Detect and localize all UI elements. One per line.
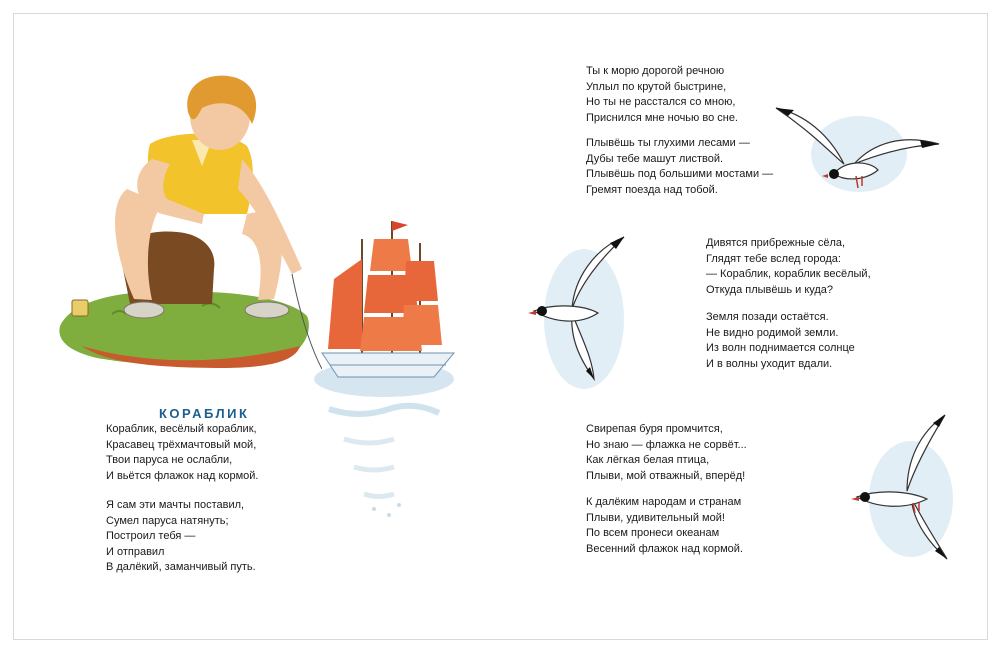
poem-title: КОРАБЛИК: [159, 406, 250, 421]
seagull-icon: [849, 409, 959, 569]
poem-line: Но знаю — флажка не сорвёт...: [586, 438, 747, 451]
stanza-7: [586, 422, 747, 484]
book-spread: [13, 13, 988, 640]
poem-line: По всем пронеси океанам: [586, 527, 720, 539]
poem-line: Я сам эти мачты поставил,: [106, 499, 245, 511]
poem-line: Из волн поднимается солнце: [706, 342, 855, 354]
poem-line: Твои паруса не ослабли,: [106, 454, 233, 466]
stanza-6: [706, 310, 855, 372]
poem-line: Красавец трёхмачтовый мой,: [106, 438, 257, 451]
poem-line: Но ты не расстался со мною,: [586, 96, 736, 108]
poem-line: И отправил: [106, 545, 165, 558]
seagull-icon: [524, 229, 644, 399]
poem-line: В далёкий, заманчивый путь.: [106, 561, 256, 573]
stanza-2: [106, 498, 256, 576]
poem-line: Кораблик, весёлый кораблик,: [106, 423, 257, 435]
poem-line: Земля позади остаётся.: [706, 311, 829, 323]
poem-line: Уплыл по крутой быстрине,: [586, 80, 727, 93]
stanza-3: [586, 64, 738, 126]
poem-line: Плыви, удивительный мой!: [586, 511, 725, 524]
poem-line: Глядят тебе вслед города:: [706, 252, 841, 265]
poem-line: К далёким народам и странам: [586, 496, 742, 508]
sailing-ship-illustration: [304, 209, 464, 529]
poem-line: Дивятся прибрежные сёла,: [706, 237, 846, 249]
poem-line: Гремят поезда над тобой.: [586, 183, 718, 196]
poem-line: Сумел паруса натянуть;: [106, 514, 229, 527]
stanza-4: [586, 136, 773, 198]
poem-line: Построил тебя —: [106, 530, 196, 542]
poem-line: Как лёгкая белая птица,: [586, 454, 710, 466]
seagull-icon: [774, 94, 944, 204]
poem-line: — Кораблик, кораблик весёлый,: [706, 268, 871, 280]
poem-line: Весенний флажок над кормой.: [586, 542, 743, 555]
poem-line: Приснился мне ночью во сне.: [586, 111, 738, 124]
stanza-1: [106, 422, 259, 484]
poem-line: Откуда плывёшь и куда?: [706, 283, 834, 296]
poem-line: Ты к морю дорогой речною: [586, 65, 725, 77]
poem-line: Не видно родимой земли.: [706, 326, 839, 339]
boy-on-island-illustration: [52, 64, 322, 369]
poem-line: Свирепая буря промчится,: [586, 423, 723, 435]
stanza-5: [706, 236, 871, 298]
poem-line: Плывёшь под большими мостами —: [586, 168, 774, 180]
poem-line: Дубы тебе машут листвой.: [586, 152, 724, 165]
poem-line: И вьётся флажок над кормой.: [106, 469, 259, 482]
poem-line: Плыви, мой отважный, вперёд!: [586, 469, 746, 482]
stanza-8: [586, 495, 743, 557]
poem-line: Плывёшь ты глухими лесами —: [586, 137, 750, 149]
poem-line: И в волны уходит вдали.: [706, 357, 833, 370]
